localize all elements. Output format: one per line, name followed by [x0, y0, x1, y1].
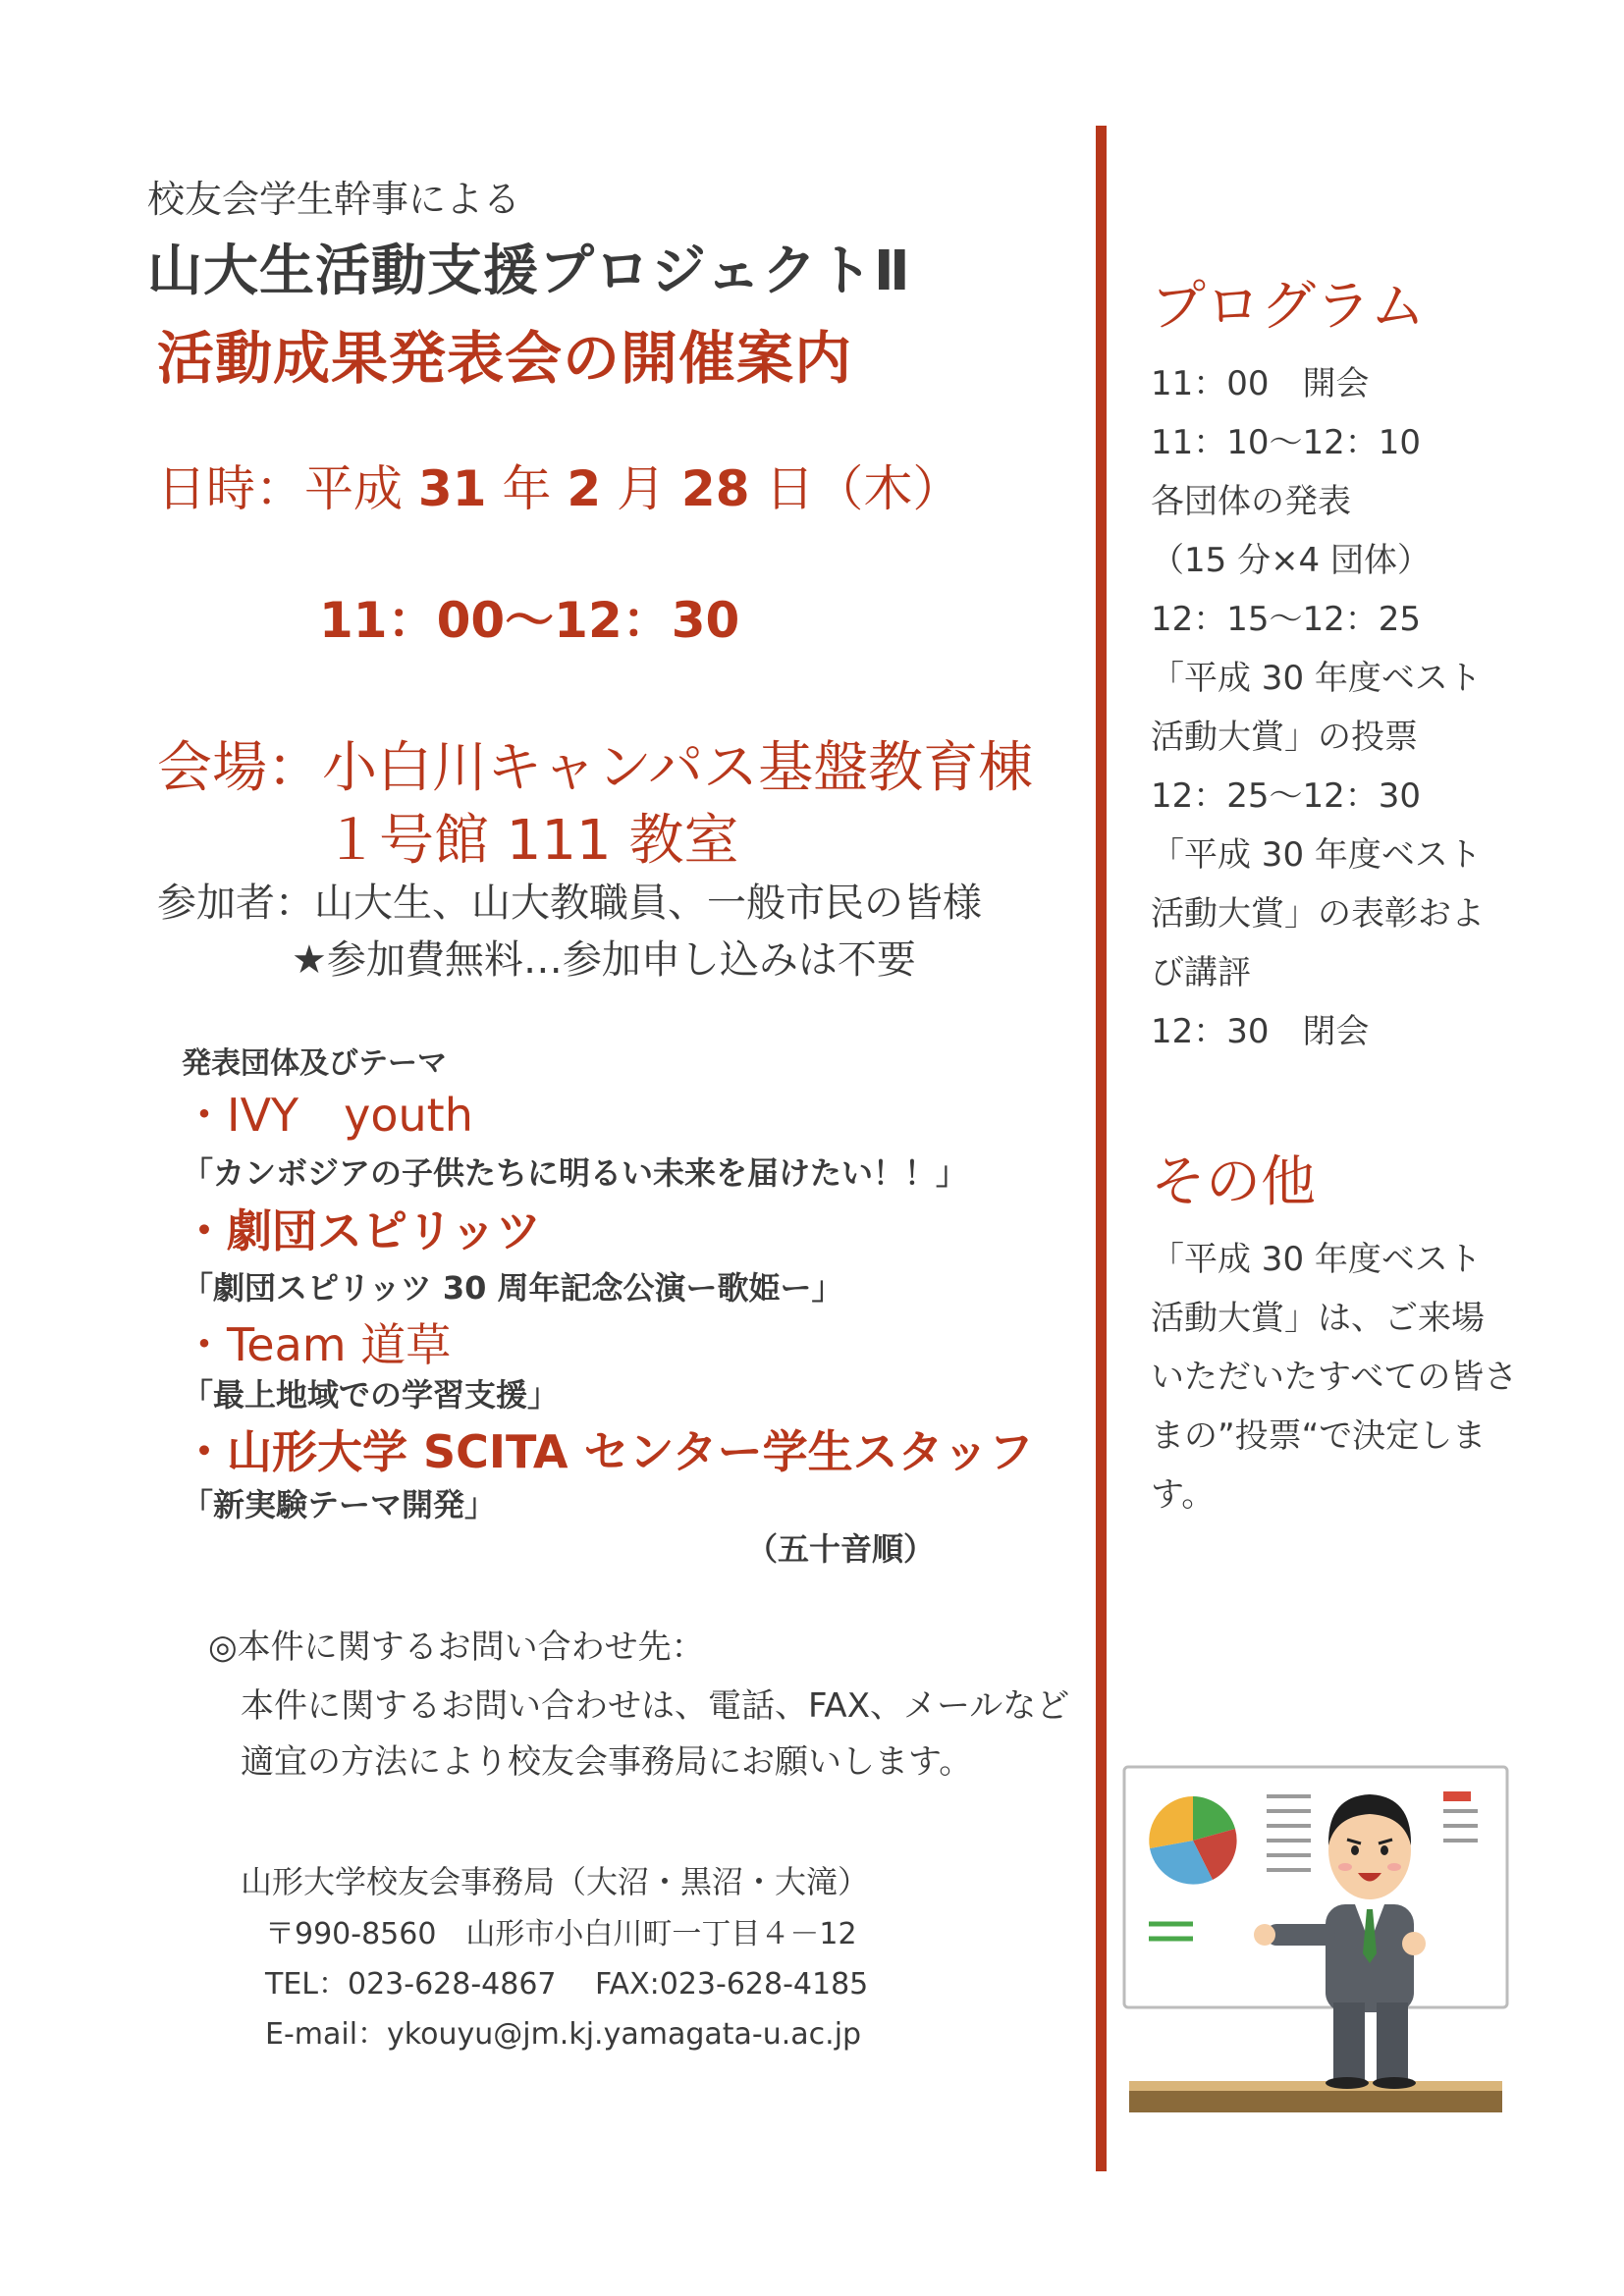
program-line: 活動大賞」の投票: [1151, 718, 1418, 757]
venue-line-1: 会場：小白川キャンパス基盤教育棟: [157, 736, 1034, 800]
office-tel-fax: TEL：023-628-4867 FAX:023-628-4185: [265, 1967, 869, 2002]
other-line: いただいたすべての皆さ: [1151, 1358, 1518, 1397]
group-theme: 「新実験テーマ開発」: [182, 1486, 497, 1523]
other-heading: その他: [1151, 1150, 1316, 1214]
other-line: 「平成 30 年度ベスト: [1151, 1240, 1482, 1279]
date-day-unit: 日（木）: [765, 460, 962, 517]
event-title: 活動成果発表会の開催案内: [157, 325, 853, 392]
pie-chart-icon: [1149, 1796, 1236, 1885]
free-admission-note: ★参加費無料…参加申し込みは不要: [292, 937, 916, 983]
venue-line-2: １号館 111 教室: [324, 809, 739, 873]
order-note: （五十音順）: [746, 1530, 936, 1568]
group-name: ・劇団スピリッツ: [182, 1204, 542, 1257]
program-line: 活動大賞」の表彰およ: [1151, 894, 1485, 934]
presenter-illustration: [1119, 1747, 1512, 2160]
office-email[interactable]: E-mail：ykouyu@jm.kj.yamagata-u.ac.jp: [265, 2017, 862, 2052]
group-name: ・山形大学 SCITA センター学生スタッフ: [182, 1425, 1034, 1478]
program-line: 「平成 30 年度ベスト: [1151, 835, 1482, 875]
column-divider: [1096, 126, 1107, 2171]
date-month-unit: 月: [617, 460, 667, 517]
program-line: び講評: [1151, 953, 1251, 992]
program-line: 11：10～12：10: [1151, 423, 1422, 462]
event-date: [157, 450, 961, 520]
office-name: 山形大学校友会事務局（大沼・黒沼・大滝）: [241, 1863, 870, 1900]
date-year-unit: 年: [502, 460, 552, 517]
program-line: 各団体の発表: [1151, 482, 1351, 521]
program-line: 「平成 30 年度ベスト: [1151, 659, 1482, 698]
project-title: 山大生活動支援プロジェクトⅡ: [147, 240, 911, 303]
group-theme: 「カンボジアの子供たちに明るい未来を届けたい！！」: [182, 1154, 968, 1192]
office-address: 〒990-8560 山形市小白川町一丁目４－12: [265, 1917, 857, 1951]
contact-body: 適宜の方法により校友会事務局にお願いします。: [241, 1742, 973, 1782]
floor: [1129, 2091, 1502, 2112]
program-line: 12：30 閉会: [1151, 1012, 1370, 1051]
other-line: す。: [1151, 1475, 1216, 1515]
date-label: 日時：平成: [157, 460, 403, 517]
other-line: まの”投票“で決定しま: [1151, 1416, 1487, 1456]
group-name: ・IVY youth: [182, 1089, 473, 1142]
contact-body: 本件に関するお問い合わせは、電話、FAX、メールなど: [241, 1686, 1070, 1726]
participants: 参加者：山大生、山大教職員、一般市民の皆様: [157, 881, 982, 926]
group-theme: 「最上地域での学習支援」: [182, 1376, 560, 1414]
program-line: 11：00 開会: [1151, 364, 1370, 403]
board-red-label: [1443, 1791, 1471, 1801]
date-year: 31: [417, 460, 487, 517]
event-time: 11：00～12：30: [319, 592, 740, 649]
program-line: 12：15～12：25: [1151, 600, 1422, 639]
program-heading: プログラム: [1151, 275, 1426, 339]
group-name: ・Team 道草: [182, 1318, 452, 1371]
other-line: 活動大賞」は、ご来場: [1151, 1299, 1485, 1338]
event-subtitle: 校友会学生幹事による: [147, 178, 521, 221]
groups-heading: 発表団体及びテーマ: [182, 1046, 447, 1081]
date-month: 2: [567, 460, 602, 517]
program-line: 12：25～12：30: [1151, 776, 1422, 816]
date-day: 28: [680, 460, 750, 517]
floor-top: [1129, 2081, 1502, 2091]
contact-heading: ◎本件に関するお問い合わせ先：: [208, 1628, 705, 1667]
group-theme: 「劇団スピリッツ 30 周年記念公演ー歌姫ー」: [182, 1269, 843, 1307]
program-line: （15 分×4 団体）: [1151, 541, 1431, 580]
